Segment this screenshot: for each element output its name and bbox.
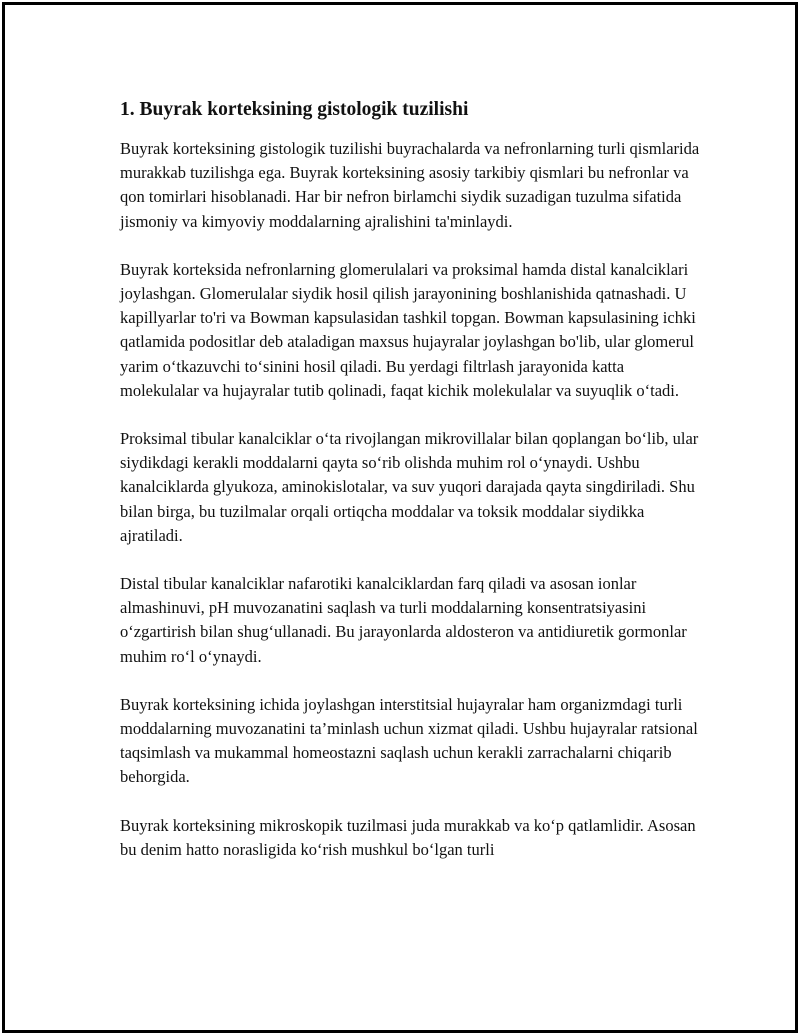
paragraph-2: Buyrak korteksida nefronlarning glomerulalari va proksimal hamda distal kanalciklari joylashgan. Glomerulalar siydik hosil qilish jarayonining boshlanishida qatnashadi. U kapillyarlar to'ri va Bowman kapsulasidan tashkil topgan. Bowman kapsulasining ichki qatlamida podositlar deb ataladigan maxsus hujayralar joylashgan bo'lib, ular glomerul yarim o‘tkazuvchi to‘sinini hosil qiladi. Bu yerdagi filtrlash jarayonida katta molekulalar va hujayralar tutib qolinadi, faqat kichik molekulalar va suyuqlik o‘tadi. [120,259,696,400]
paragraph-4: Distal tibular kanalciklar nafarotiki kanalciklardan farq qiladi va asosan ionlar almashinuvi, pH muvozanatini saqlash va turli moddalarning konsentratsiyasini o‘zgartirish bilan shug‘ullanadi. Bu jarayonlarda aldosteron va antidiuretik gormonlar muhim ro‘l o‘ynaydi. [120,574,687,666]
paragraph-3: Proksimal tibular kanalciklar o‘ta rivojlangan mikrovillalar bilan qoplangan bo‘lib, ular siydikdagi kerakli moddalarni qayta so‘rib olishda muhim rol o‘ynaydi. Ushbu kanalciklarda glyukoza, aminokislotalar, va suv yuqori darajada qayta singdiriladi. Shu bilan birga, bu tuzilmalar orqali ortiqcha moddalar va toksik moddalar siydikka ajratiladi. [120,429,699,545]
section-heading: 1. Buyrak korteksining gistologik tuzilishi [120,99,469,120]
paragraph-1: Buyrak korteksining gistologik tuzilishi buyrachalarda va nefronlarning turli qismlarida murakkab tuzilishga ega. Buyrak korteksining asosiy tarkibiy qismlari bu nefronlar va qon tomirlari hisoblanadi. Har bir nefron birlamchi siydik suzadigan tuzulma sifatida jismoniy va kimyoviy moddalarning ajralishini ta'minlaydi. [120,139,700,231]
page-frame [2,2,798,1033]
paragraph-6: Buyrak korteksining mikroskopik tuzilmasi juda murakkab va ko‘p qatlamlidir. Asosan bu denim hatto norasligida ko‘rish mushkul bo‘lgan turli [120,815,696,859]
document-body [120,97,700,886]
paragraph-5: Buyrak korteksining ichida joylashgan interstitsial hujayralar ham organizmdagi turli moddalarning muvozanatini ta’minlash uchun xizmat qiladi. Ushbu hujayralar ratsional taqsimlash va mukammal homeostazni saqlash uchun kerakli zarrachalarni chiqarib behorgida. [120,694,698,787]
